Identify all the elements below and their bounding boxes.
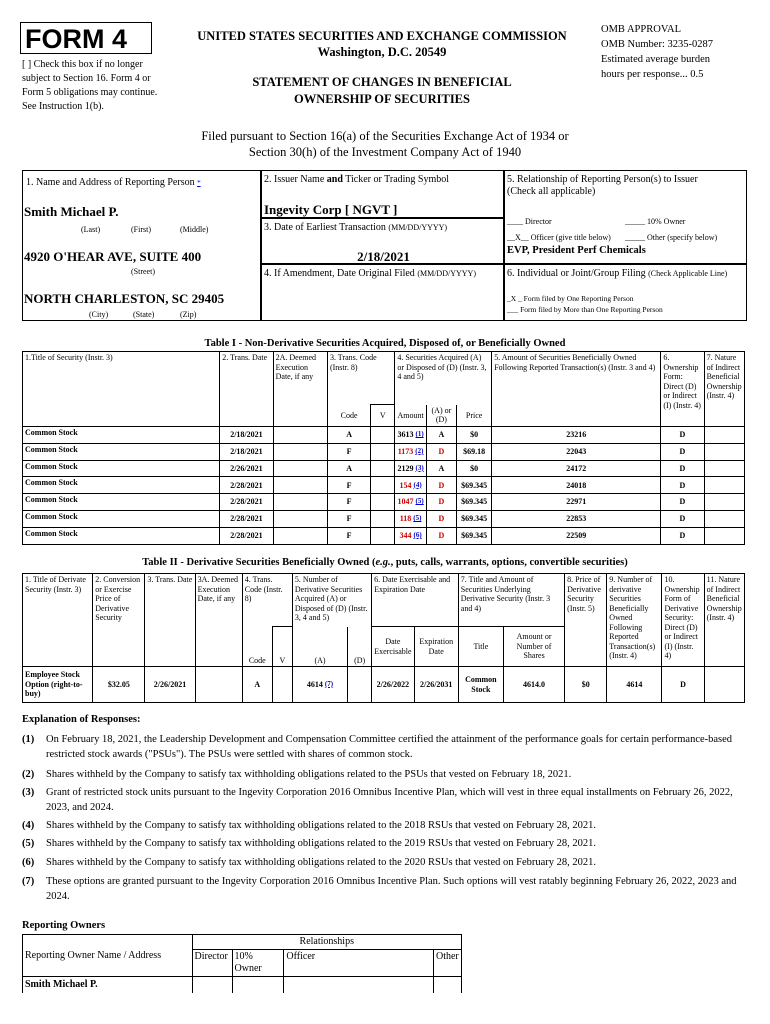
t2-title: Title: [458, 627, 503, 667]
omb-line: OMB Number: 3235-0287: [601, 39, 713, 50]
footnote-number: (6): [22, 857, 35, 868]
t1-price-val: $69.345: [457, 527, 492, 544]
t2-h8: 8. Price of Derivative Security (Instr. 5): [565, 574, 607, 667]
t2-dex-val: 2/26/2022: [372, 667, 414, 703]
t1-h4: 4. Securities Acquired (A) or Disposed of (D) (Instr. 3, 4 and 5): [395, 352, 492, 405]
t1-deemed: [273, 477, 327, 494]
box5-relationship: [504, 170, 747, 264]
table2-title: [0, 557, 770, 568]
form-title: FORM 4: [25, 24, 128, 54]
t1-deemed: [273, 494, 327, 511]
t1-amt: 3613: [397, 430, 414, 440]
t1-owned-val: 22971: [492, 494, 661, 511]
owners-cell: [232, 977, 284, 994]
owners-relationships: Relationships: [192, 935, 461, 950]
agency-line1: UNITED STATES SECURITIES AND EXCHANGE COMMISSION: [197, 29, 567, 43]
t2-f10-val: D: [662, 667, 704, 703]
t1-v-val: [371, 494, 395, 511]
t1-h2a: 2A. Deemed Execution Date, if any: [273, 352, 327, 427]
box3-label: [264, 222, 447, 234]
t1-deemed: [273, 460, 327, 477]
last-label: (Last): [81, 225, 101, 234]
t1-v-val: [371, 427, 395, 444]
t1-security: Common Stock: [23, 460, 220, 477]
t1-code: Code: [327, 405, 370, 427]
t1-owned-val: 23216: [492, 427, 661, 444]
footnote-text: On February 18, 2021, the Leadership Development and Compensation Committee certified the attainment of the performance goals for certain performance-based restricted stock awards ("PSUs"). The PSUs were settled with shares of common stock.: [46, 734, 733, 760]
owner10-line: _____ 10% Owner: [625, 217, 686, 226]
t1-code-val: A: [327, 427, 370, 444]
box4-amendment: [261, 264, 504, 321]
filing-one: _X _ Form filed by One Reporting Person: [507, 294, 634, 303]
footnote-number: (1): [22, 734, 35, 745]
t1-date: 2/28/2021: [220, 494, 273, 511]
t1-code-val: F: [327, 443, 370, 460]
t1-nature-val: [704, 427, 744, 444]
t2-v: V: [272, 627, 292, 667]
t2-h9: 9. Number of derivative Securities Beneficially Owned Following Reported Transaction(s) (Instr. 4): [607, 574, 662, 667]
omb-line: Estimated average burden: [601, 54, 711, 65]
footnote-text: Shares withheld by the Company to satisfy tax withholding obligations related to the 2018 RSUs that vested on February 28, 2021.: [46, 820, 597, 831]
table-row: [23, 510, 745, 527]
filing-more: ___ Form filed by More than One Reporting Person: [507, 305, 663, 314]
t1-ad-val: D: [426, 494, 456, 511]
table2-title-pre: Table II - Derivative Securities Beneficially Owned (: [142, 557, 376, 568]
explanation-item: [22, 785, 752, 815]
t1-security: Common Stock: [23, 494, 220, 511]
box4-label: [264, 268, 476, 280]
t1-v-val: [371, 443, 395, 460]
owners-title: Reporting Owners: [22, 920, 106, 931]
agency-line2: Washington, D.C. 20549: [317, 45, 447, 59]
t2-date: 2/26/2021: [145, 667, 195, 703]
table1-title: Table I - Non-Derivative Securities Acquired, Disposed of, or Beneficially Owned: [204, 338, 566, 349]
owners-director: Director: [192, 950, 232, 977]
box3-earliest-date: [261, 218, 504, 264]
t2-deemed: [195, 667, 242, 703]
footnote-number: (5): [22, 838, 35, 849]
table2-title-post: , puts, calls, warrants, options, convertible securities): [390, 557, 628, 568]
t2-code: Code: [242, 627, 272, 667]
t2-h6: 6. Date Exercisable and Expiration Date: [372, 574, 459, 627]
t1-v-val: [371, 477, 395, 494]
footnote-link[interactable]: (5): [415, 497, 424, 506]
box4-label-text: 4. If Amendment, Date Original Filed: [264, 268, 415, 279]
officer-title: EVP, President Perf Chemicals: [507, 245, 646, 256]
agency-header: [172, 28, 592, 60]
t1-code-val: A: [327, 460, 370, 477]
t1-amt: 1173: [397, 446, 414, 456]
t1-security: Common Stock: [23, 427, 220, 444]
t1-security: Common Stock: [23, 443, 220, 460]
filed-pursuant: [140, 128, 630, 160]
t1-security: Common Stock: [23, 510, 220, 527]
box4-fmt: (MM/DD/YYYY): [417, 269, 476, 278]
t1-amt: 154: [399, 480, 412, 490]
t2-amt-val: 4614.0: [503, 667, 564, 703]
footnote-text: Shares withheld by the Company to satisfy tax withholding obligations related to the 2020 RSUs that vested on February 28, 2021.: [46, 857, 597, 868]
middle-label: (Middle): [180, 225, 209, 234]
street-label: (Street): [131, 267, 155, 276]
t1-amount-val: [395, 477, 426, 494]
t1-ad-val: D: [426, 443, 456, 460]
state-label: (State): [133, 310, 155, 319]
t1-form-val: D: [661, 527, 704, 544]
box2-label-post: Ticker or Trading Symbol: [345, 174, 450, 185]
table2: [22, 573, 745, 703]
box6-label: [507, 268, 747, 280]
footnote-link[interactable]: *: [197, 179, 201, 187]
t1-amt: 2129: [397, 463, 414, 473]
t1-ad-val: D: [426, 527, 456, 544]
t1-deemed: [273, 427, 327, 444]
t2-n11-val: [704, 667, 744, 703]
t2-h1: 1. Title of Derivate Security (Instr. 3): [23, 574, 93, 667]
table-row: [23, 460, 745, 477]
t1-h5: 5. Amount of Securities Beneficially Owned Following Reported Transaction(s) (Instr. 3 and 4): [492, 352, 661, 427]
table-row: [23, 477, 745, 494]
t1-price-val: $69.18: [457, 443, 492, 460]
zip-label: (Zip): [180, 310, 197, 319]
t1-amount: Amount: [395, 405, 426, 427]
t1-v: V: [371, 405, 395, 427]
table-row: [23, 427, 745, 444]
t1-ad-val: A: [426, 460, 456, 477]
t1-amount-val: [395, 427, 426, 444]
box2-label-pre: 2. Issuer Name: [264, 174, 325, 185]
city-label: (City): [89, 310, 109, 319]
footnote-link[interactable]: (5): [413, 514, 422, 523]
t1-nature-val: [704, 494, 744, 511]
other-line: _____ Other (specify below): [625, 233, 718, 242]
t1-form-val: D: [661, 477, 704, 494]
omb-approval: [601, 22, 761, 82]
t2-price: $32.05: [93, 667, 145, 703]
t1-deemed: [273, 527, 327, 544]
filed-line2: Section 30(h) of the Investment Company Act of 1940: [248, 145, 522, 159]
t2-v-val: [272, 667, 292, 703]
t2-a-amt: 4614: [306, 679, 323, 689]
footnote-link[interactable]: (7): [324, 679, 334, 688]
t2-d-val: [348, 667, 372, 703]
statement-title: STATEMENT OF CHANGES IN BENEFICIAL OWNERSHIP OF SECURITIES: [252, 75, 512, 106]
t2-h11: 11. Nature of Indirect Beneficial Ownership (Instr. 4): [704, 574, 744, 667]
t2-d: (D): [348, 627, 372, 667]
footnote-text: These options are granted pursuant to the Ingevity Corporation 2016 Omnibus Incentive Plan. Such options will vest ratably beginning February 26, 2022, 2023 and 2024.: [46, 876, 737, 902]
footnote-link[interactable]: (2): [415, 446, 424, 455]
explanation-item: [22, 836, 752, 851]
table1: [22, 351, 745, 545]
t2-p8-val: $0: [565, 667, 607, 703]
t2-h2: 2. Conversion or Exercise Price of Derivative Security: [93, 574, 145, 667]
footnote-text: Shares withheld by the Company to satisfy tax withholding obligations related to the PSUs that vested on February 18, 2021.: [46, 769, 572, 780]
issuer-value: Ingevity Corp [ NGVT ]: [264, 202, 398, 217]
box2-issuer: [261, 170, 504, 218]
box2-label: [264, 174, 449, 186]
t1-owned-val: 22853: [492, 510, 661, 527]
t1-ad-val: D: [426, 477, 456, 494]
t1-code-val: F: [327, 510, 370, 527]
t2-sec: Employee Stock Option (right-to-buy): [23, 667, 93, 703]
t1-h7: 7. Nature of Indirect Beneficial Ownership (Instr. 4): [704, 352, 744, 427]
t1-amt: 1047: [397, 497, 414, 507]
footnote-number: (2): [22, 769, 35, 780]
t1-date: 2/28/2021: [220, 527, 273, 544]
t2-h7: 7. Title and Amount of Securities Underlying Derivative Security (Instr. 3 and 4): [458, 574, 564, 627]
table2-title-eg: e.g.: [375, 557, 391, 568]
filed-line1: Filed pursuant to Section 16(a) of the Securities Exchange Act of 1934 or: [201, 129, 569, 143]
explanation-item: [22, 767, 752, 782]
owners-other: Other: [433, 950, 461, 977]
t1-amt: 344: [399, 530, 412, 540]
t1-date: 2/26/2021: [220, 460, 273, 477]
explanation-item: [22, 818, 752, 833]
t1-ad: (A) or (D): [426, 405, 456, 427]
box6-label-text: 6. Individual or Joint/Group Filing: [507, 268, 646, 279]
reporting-person-name: Smith Michael P.: [24, 204, 119, 219]
box1-label-text: 1. Name and Address of Reporting Person: [26, 177, 195, 188]
t1-price-val: $69.345: [457, 510, 492, 527]
street-value: 4920 O'HEAR AVE, SUITE 400: [24, 249, 202, 264]
t2-h5: 5. Number of Derivative Securities Acquired (A) or Disposed of (D) (Instr. 3, 4 and 5): [292, 574, 371, 627]
t1-nature-val: [704, 527, 744, 544]
t1-v-val: [371, 510, 395, 527]
t1-h1: 1.Title of Security (Instr. 3): [23, 352, 220, 427]
box3-fmt: (MM/DD/YYYY): [388, 223, 448, 232]
director-line: ____ Director: [507, 217, 552, 226]
t1-deemed: [273, 443, 327, 460]
t1-amount-val: [395, 510, 426, 527]
footnote-text: Grant of restricted stock units pursuant to the Ingevity Corporation 2016 Omnibus Incentive Plan, which will vest in three equal installments on February 26, 2022, 2023, and 2024.: [46, 787, 733, 813]
explanation-title: Explanation of Responses:: [22, 714, 141, 725]
form-title-box: [20, 22, 152, 54]
t1-nature-val: [704, 510, 744, 527]
t1-h6: 6. Ownership Form: Direct (D) or Indirect (I) (Instr. 4): [661, 352, 704, 427]
officer-line: __X__ Officer (give title below): [507, 233, 611, 242]
t2-a-val: [292, 667, 347, 703]
t1-nature-val: [704, 477, 744, 494]
t2-code-val: A: [242, 667, 272, 703]
t1-amount-val: [395, 460, 426, 477]
t2-a: (A): [292, 627, 347, 667]
t1-amount-val: [395, 443, 426, 460]
box1-label: [26, 177, 201, 189]
footnote-number: (7): [22, 876, 35, 887]
t1-security: Common Stock: [23, 477, 220, 494]
t1-form-val: D: [661, 494, 704, 511]
owners-owner10: 10% Owner: [232, 950, 284, 977]
box6-sub: (Check Applicable Line): [648, 269, 728, 278]
owners-officer: Officer: [284, 950, 434, 977]
t1-price: Price: [457, 405, 492, 427]
t1-ad-val: D: [426, 510, 456, 527]
explanation-item: [22, 855, 752, 870]
table-row: [23, 527, 745, 544]
footnote-link[interactable]: (4): [413, 480, 422, 489]
omb-line: hours per response... 0.5: [601, 69, 704, 80]
owners-cell: [192, 977, 232, 994]
explanation-item: [22, 732, 752, 762]
footnote-link[interactable]: (3): [415, 463, 424, 472]
t1-date: 2/18/2021: [220, 427, 273, 444]
t1-date: 2/28/2021: [220, 510, 273, 527]
t1-h2: 2. Trans. Date: [220, 352, 273, 427]
table-row: [23, 667, 745, 703]
table-row: [23, 443, 745, 460]
footnote-number: (3): [22, 787, 35, 798]
box6-filing: [504, 264, 747, 321]
owners-cell: [433, 977, 461, 994]
t1-v-val: [371, 527, 395, 544]
t1-form-val: D: [661, 443, 704, 460]
first-label: (First): [131, 225, 151, 234]
footnote-text: Shares withheld by the Company to satisfy tax withholding obligations related to the 2019 RSUs that vested on February 28, 2021.: [46, 838, 597, 849]
t1-nature-val: [704, 460, 744, 477]
t2-h3: 3. Trans. Date: [145, 574, 195, 667]
t1-form-val: D: [661, 460, 704, 477]
omb-line: OMB APPROVAL: [601, 24, 682, 35]
t2-title-val: Common Stock: [458, 667, 503, 703]
t1-owned-val: 22509: [492, 527, 661, 544]
t1-date: 2/18/2021: [220, 443, 273, 460]
t2-n9-val: 4614: [607, 667, 662, 703]
box3-label-text: 3. Date of Earliest Transaction: [264, 222, 386, 233]
explanation-item: [22, 874, 752, 904]
box2-label-and: and: [326, 174, 343, 185]
t1-price-val: $0: [457, 460, 492, 477]
t2-date-ex: Date Exercisable: [372, 627, 414, 667]
t2-h4: 4. Trans. Code (Instr. 8): [242, 574, 292, 627]
t1-code-val: F: [327, 477, 370, 494]
t1-price-val: $69.345: [457, 494, 492, 511]
t1-code-val: F: [327, 527, 370, 544]
t1-security: Common Stock: [23, 527, 220, 544]
t1-form-val: D: [661, 427, 704, 444]
t1-owned-val: 22043: [492, 443, 661, 460]
box5-sub: (Check all applicable): [507, 186, 596, 197]
check-box-text: [ ] Check this box if no longer subject to Section 16. Form 4 or Form 5 obligations may continue. See Instruction 1(b).: [22, 59, 158, 112]
t1-code-val: F: [327, 494, 370, 511]
t2-h10: 10. Ownership Form of Derivative Security: Direct (D) or Indirect (I) (Instr. 4): [662, 574, 704, 667]
earliest-date-value: 2/18/2021: [357, 249, 410, 264]
t2-amt-sh: Amount or Number of Shares: [503, 627, 564, 667]
footnote-link[interactable]: (1): [415, 430, 424, 439]
t1-amount-val: [395, 527, 426, 544]
t1-nature-val: [704, 443, 744, 460]
t1-h3: 3. Trans. Code (Instr. 8): [327, 352, 394, 405]
city-value: NORTH CHARLESTON, SC 29405: [24, 291, 225, 306]
owners-cell: [284, 977, 434, 994]
t1-price-val: $0: [457, 427, 492, 444]
owners-table: [22, 934, 462, 993]
t1-ad-val: A: [426, 427, 456, 444]
t1-amount-val: [395, 494, 426, 511]
t1-price-val: $69.345: [457, 477, 492, 494]
owners-name-addr: Reporting Owner Name / Address: [23, 935, 193, 977]
t2-h3a: 3A. Deemed Execution Date, if any: [195, 574, 242, 667]
t2-exp: Expiration Date: [414, 627, 458, 667]
box5-label: [507, 174, 745, 198]
box1-reporting-person: [22, 170, 261, 321]
t1-v-val: [371, 460, 395, 477]
t1-owned-val: 24172: [492, 460, 661, 477]
footnote-link[interactable]: (6): [413, 530, 422, 539]
t1-date: 2/28/2021: [220, 477, 273, 494]
t1-form-val: D: [661, 510, 704, 527]
footnote-number: (4): [22, 820, 35, 831]
t1-deemed: [273, 510, 327, 527]
t2-exp-val: 2/26/2031: [414, 667, 458, 703]
owners-name: Smith Michael P.: [23, 977, 193, 994]
t1-amt: 118: [399, 514, 412, 524]
table-row: [23, 494, 745, 511]
box5-label-text: 5. Relationship of Reporting Person(s) to Issuer: [507, 174, 698, 185]
t1-owned-val: 24018: [492, 477, 661, 494]
